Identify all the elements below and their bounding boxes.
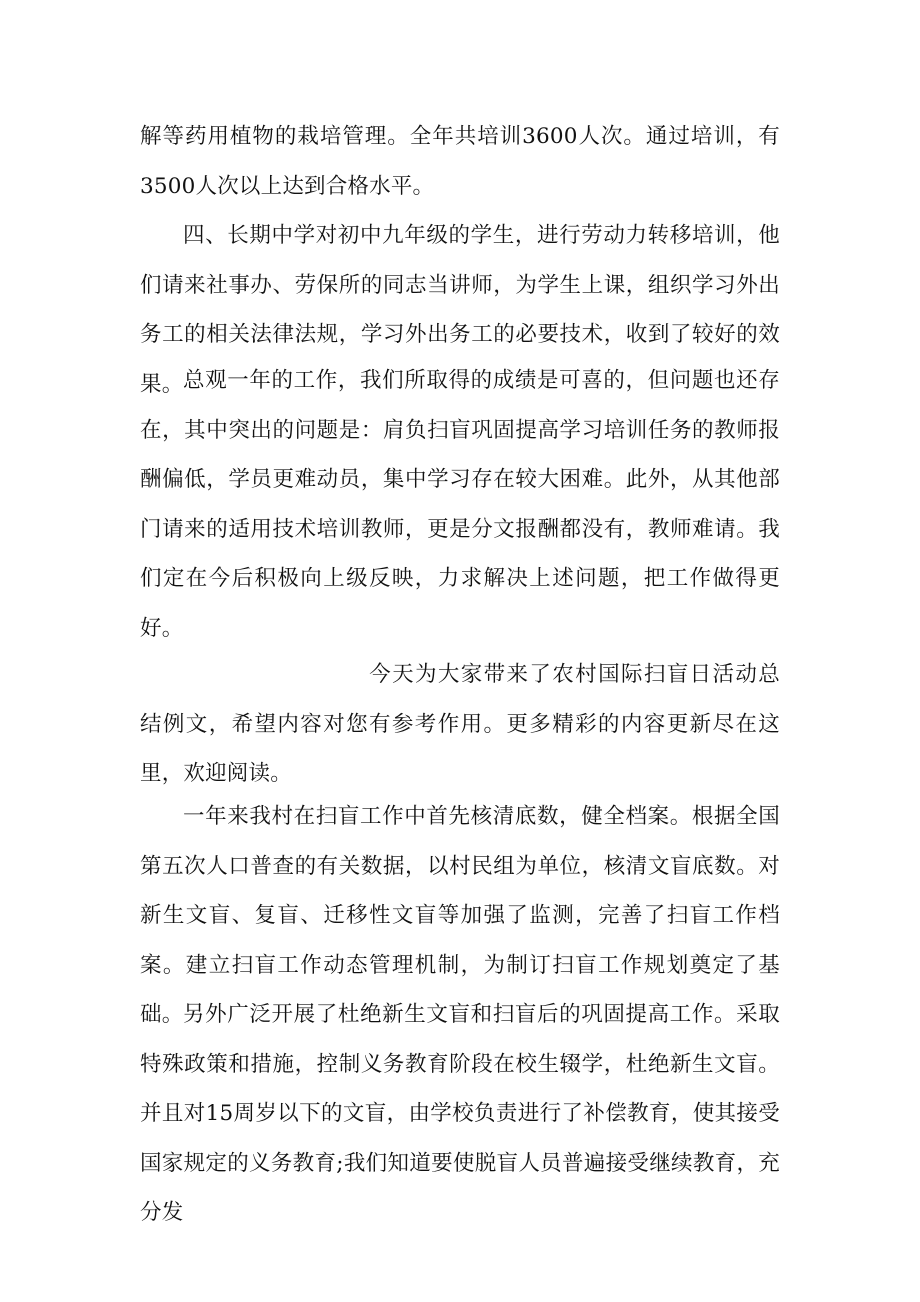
paragraph-1: 解等药用植物的栽培管理。全年共培训3600人次。通过培训，有3500人次以上达到合格水平。	[140, 124, 780, 199]
paragraph-4	[140, 650, 780, 799]
paragraph-4-text: 今天为大家带来了农村国际扫盲日活动总结例文，希望内容对您有参考作用。更多精彩的内容更新尽在这里，欢迎阅读。	[140, 662, 780, 787]
paragraph-5: 一年来我村在扫盲工作中首先核清底数，健全档案。根据全国第五次人口普查的有关数据，以村民组为单位，核清文盲底数。对新生文盲、复盲、迁移性文盲等加强了监测，完善了扫盲工作档案。建立扫盲工作动态管理机制，为制订扫盲工作规划奠定了基础。	[140, 804, 780, 1028]
paragraph-3: 总观一年的工作，我们所取得的成绩是可喜的，但问题也还存在，其中突出的问题是：肩负扫盲巩固提高学习培训任务的教师报酬偏低，学员更难动员，集中学习存在较大困难。此外，从其他部门请来的适用技术培训教师，更是分文报酬都没有，教师难请。我们定在今后积极向上级反映，力求解决上述问题，把工作做得更好。	[140, 368, 780, 641]
paragraph-6: 另外广泛开展了杜绝新生文盲和扫盲后的巩固提高工作。采取特殊政策和措施，控制义务教育阶段在校生辍学，杜绝新生文盲。并且对15周岁以下的文盲，由学校负责进行了补偿教育，使其接受国家规定的义务教育;我们知道要使脱盲人员普遍接受继续教育，充分发	[140, 1002, 780, 1226]
paragraph-2: 四、长期中学对初中九年级的学生，进行劳动力转移培训，他们请来社事办、劳保所的同志当讲师，为学生上课，组织学习外出务工的相关法律法规，学习外出务工的必要技术，收到了较好的效果。	[140, 223, 780, 397]
